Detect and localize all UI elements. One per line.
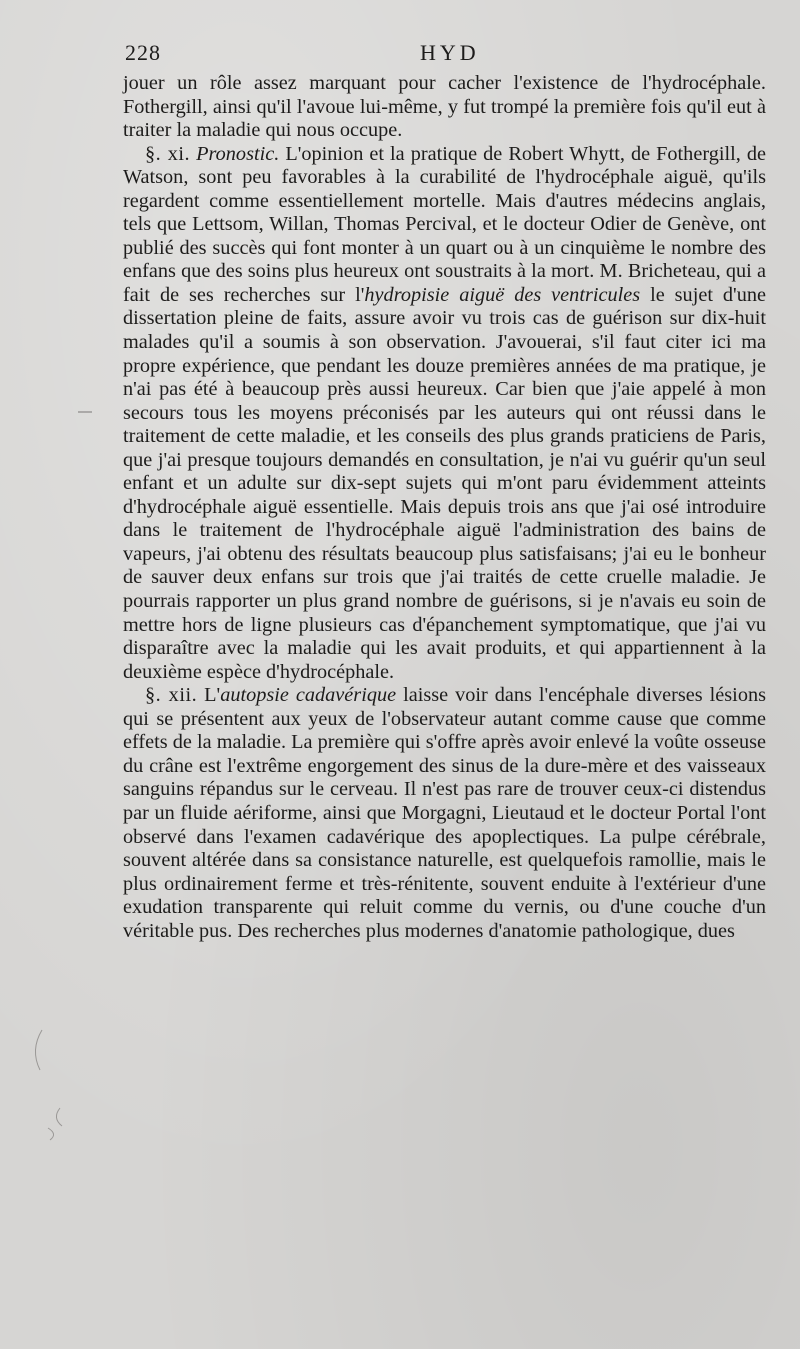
paragraph xyxy=(123,72,766,143)
running-head: HYD xyxy=(420,40,480,65)
section-number: §. xii. xyxy=(145,684,198,707)
paragraph-autopsy xyxy=(123,684,766,943)
italic-term: hydropisie aiguë des ventricules xyxy=(364,283,641,306)
italic-term: autopsie cadavérique xyxy=(220,684,397,707)
paragraph-prognosis xyxy=(123,143,766,685)
margin-pencil-mark xyxy=(48,1128,54,1140)
paragraph-text: jouer un rôle assez marquant pour cacher l'existence de l'hydrocéphale. Fothergill, ainsi qu'il l'avoue lui-même, y fut trompé la première fois qu'il eut à traiter la maladie qui nous occupe. xyxy=(123,72,766,142)
margin-pencil-mark xyxy=(35,1030,42,1070)
page-number: 228 xyxy=(125,40,161,65)
section-number: §. xi. xyxy=(145,142,191,165)
body-text xyxy=(123,72,766,943)
page-header xyxy=(125,40,765,70)
paragraph-text: laisse voir dans l'encéphale diverses lésions qui se présentent aux yeux de l'observateur autant comme cause que comme effets de la maladie. La première qui s'offre après avoir enlevé la voûte osseuse du crâne est l'extrême engorgement des sinus de la dure-mère et des vaisseaux sanguins répandus sur le cerveau. Il n'est pas rare de trouver ceux-ci distendus par un fluide aériforme, ainsi que Morgagni, Lieutaud et le docteur Portal l'ont observé dans l'examen cadavérique des apoplectiques. La pulpe cérébrale, souvent altérée dans sa consistance naturelle, est quelquefois ramollie, mais le plus ordinairement ferme et très-rénitente, souvent enduite à l'extérieur d'une exudation transparente qui reluit comme du vernis, ou d'une couche d'un véritable pus. Des recherches plus modernes d'anatomie pathologique, dues xyxy=(123,684,766,942)
paragraph-text: le sujet d'une dissertation pleine de faits, assure avoir vu trois cas de guérison sur dix-huit malades qu'il a soumis à son observation. J'avouerai, s'il faut citer ici ma propre expérience, que pendant les douze premières années de ma pratique, je n'ai pas été à beaucoup près aussi heureux. Car bien que j'aie appelé à mon secours tous les moyens préconisés par les auteurs qui ont réussi dans le traitement de cette maladie, et les conseils des plus grands praticiens de Paris, que j'ai presque toujours demandés en consultation, je n'ai vu guérir qu'un seul enfant et un adulte sur dix-sept sujets qui m'ont paru évidemment atteints d'hydrocéphale aiguë essentielle. Mais depuis trois ans que j'ai osé introduire dans le traitement de l'hydrocéphale aiguë l'administration des bains de vapeurs, j'ai obtenu des résultats beaucoup plus satisfaisans; j'ai eu le bonheur de sauver deux enfans sur trois que j'ai traités de cette cruelle maladie. Je pourrais rapporter un plus grand nombre de guérisons, si je n'avais eu soin de mettre hors de ligne plusieurs cas d'épanchement symptomatique, que j'ai vu disparaître avec la maladie qui les avait produits, et qui appartiennent à la deuxième espèce d'hydrocéphale. xyxy=(123,283,766,683)
margin-pencil-mark xyxy=(56,1108,62,1126)
paragraph-text: L'opinion et la pratique de Robert Whytt, de Fothergill, de Watson, sont peu favorables à la curabilité de l'hydrocéphale aiguë, qu'ils regardent comme essentiellement mortelle. Mais d'autres médecins anglais, tels que Lettsom, Willan, Thomas Percival, et le docteur Odier de Genève, ont publié des succès qui font monter à un quart ou à un cinquième le nombre des enfans que des soins plus heureux ont soustraits à la mort. M. Bricheteau, qui a fait de ses recherches sur l' xyxy=(123,142,766,306)
section-title: Pronostic. xyxy=(196,142,280,165)
paragraph-text: L' xyxy=(197,684,221,707)
